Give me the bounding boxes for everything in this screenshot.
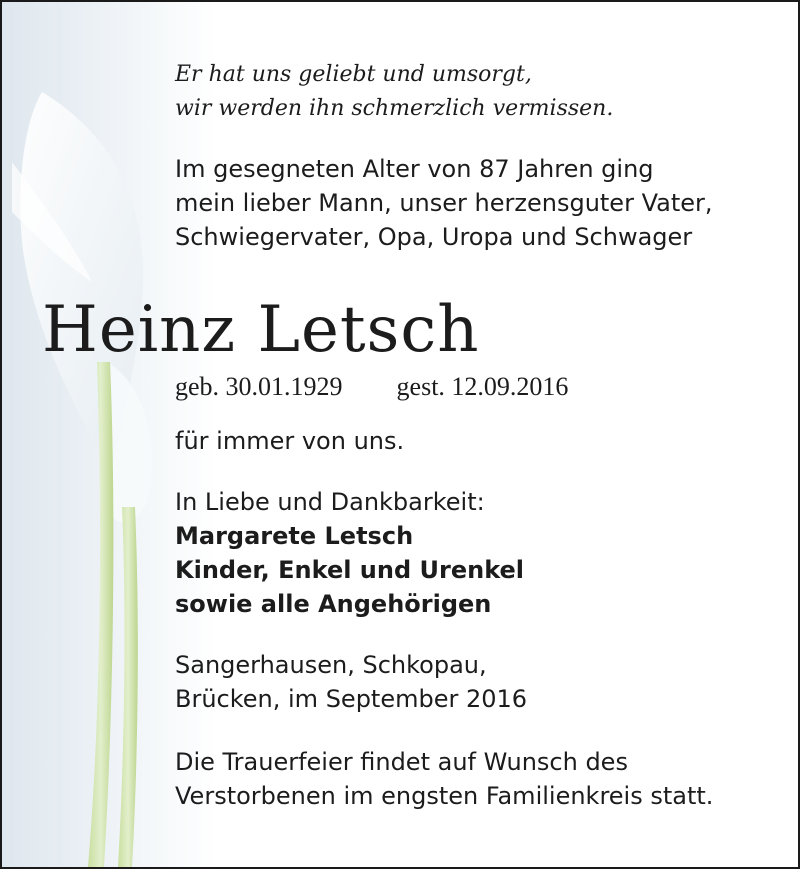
funeral-line-2: Verstorbenen im engsten Familienkreis statt. <box>175 782 714 810</box>
intro-text <box>175 152 713 254</box>
place-and-date <box>175 648 527 716</box>
birth-date: geb. 30.01.1929 <box>175 372 343 401</box>
memorial-verse <box>175 58 613 126</box>
verse-line-1: Er hat uns geliebt und umsorgt, <box>175 62 532 87</box>
place-line-2: Brücken, im September 2016 <box>175 685 528 713</box>
intro-line-3: Schwiegervater, Opa, Uropa und Schwager <box>175 223 693 251</box>
mourners-section <box>175 485 524 621</box>
deceased-name: Heinz Letsch <box>42 293 480 367</box>
thanks-heading: In Liebe und Dankbarkeit: <box>175 488 485 516</box>
place-line-1: Sangerhausen, Schkopau, <box>175 651 487 679</box>
passed-away-text: für immer von uns. <box>175 427 405 455</box>
intro-line-1: Im gesegneten Alter von 87 Jahren ging <box>175 155 654 183</box>
life-dates <box>175 372 568 402</box>
mourner-relatives: sowie alle Angehörigen <box>175 590 492 618</box>
mourner-spouse: Margarete Letsch <box>175 522 414 550</box>
calla-lily-illustration <box>2 2 202 867</box>
death-date: gest. 12.09.2016 <box>396 372 569 401</box>
funeral-note <box>175 745 713 813</box>
funeral-line-1: Die Trauerfeier findet auf Wunsch des <box>175 748 628 776</box>
intro-line-2: mein lieber Mann, unser herzensguter Vater, <box>175 189 713 217</box>
verse-line-2: wir werden ihn schmerzlich vermissen. <box>175 96 614 121</box>
mourner-family: Kinder, Enkel und Urenkel <box>175 556 525 584</box>
